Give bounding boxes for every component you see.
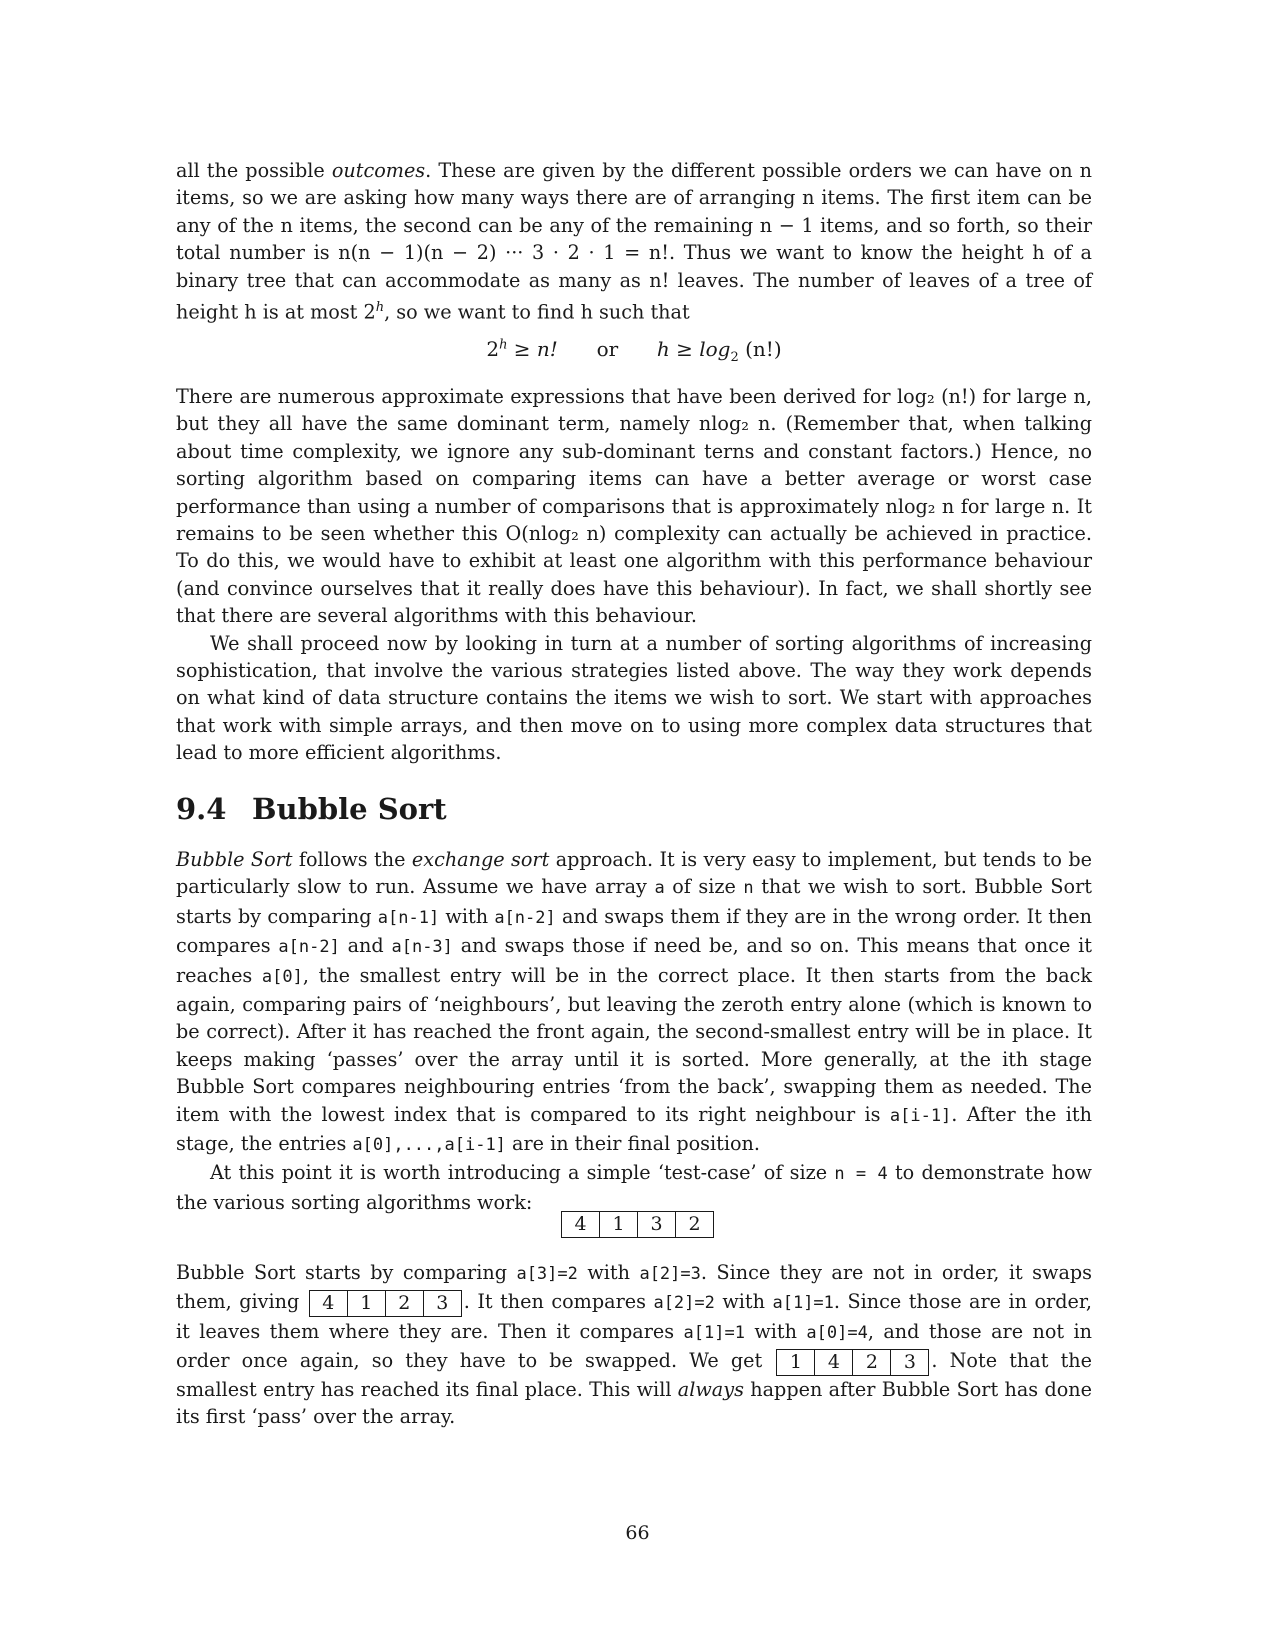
array-cell: 2 <box>386 1291 424 1316</box>
paragraph-first-pass: Bubble Sort starts by comparing a[3]=2 with a[2]=3. Since they are not in order, it swaps them, giving 4 1 2 3 . It then compares a[2]=2 with a[1]=1. Since those are in order, it leaves them where they are. Then it compares a[1]=1 with a[0]=4, and those are not in order once again, so they have to be swapped. We get 1 4 2 3 . Note that the smallest entry has reached its final place. This will always happen after Bubble Sort has done its first ‘pass’ over the array. <box>176 1261 1093 1429</box>
array-cell: 3 <box>424 1291 462 1316</box>
array-cell: 4 <box>562 1212 600 1237</box>
array-box <box>561 1211 714 1238</box>
section-heading <box>176 792 1092 826</box>
paragraph-text: all the possible outcomes. These are given by the different possible orders we can have on n items, so we are asking how many ways there are of arranging n items. The first item can be any of the n items, the second can be any of the remaining n − 1 items, and so forth, so their total number is n(n − 1)(n − 2) ··· 3 · 2 · 1 = n!. Thus we want to know the height h of a binary tree that can accommodate as many as n! leaves. The number of leaves of a tree of height h is at most 2$^h$, so we want to find h such that <box>176 159 1092 324</box>
array-cell: 4 <box>815 1350 853 1375</box>
array-cell: 1 <box>600 1212 638 1237</box>
array-initial <box>0 1211 1275 1238</box>
paragraph-test-case: At this point it is worth introducing a simple ‘test-case’ of size n = 4 to demonstrate how the various sorting algorithms work: <box>176 1161 1092 1214</box>
array-cell: 1 <box>777 1350 815 1375</box>
section-title: Bubble Sort <box>252 792 447 826</box>
array-step2 <box>776 1349 929 1376</box>
equation-height-bound: $2^h \ge n$! or $h \ge \log_2 (n!)$ <box>486 337 782 365</box>
array-cell: 2 <box>676 1212 714 1237</box>
array-cell: 2 <box>853 1350 891 1375</box>
array-cell: 3 <box>891 1350 929 1375</box>
emph-outcomes: outcomes <box>331 159 426 182</box>
paragraph-complexity: There are numerous approximate expressions that have been derived for log₂ (n!) for large n, but they all have the same dominant term, namely nlog₂ n. (Remember that, when talking about time complexity, we ignore any sub-dominant terns and constant factors.) Hence, no sorting algorithm based on comparing items can have a better average or worst case performance than using a number of comparisons that is approximately nlog₂ n for large n. It remains to be seen whether this O(nlog₂ n) complexity can actually be achieved in practice. To do this, we would have to exhibit at least one algorithm with this performance behaviour (and convince ourselves that it really does have this behaviour). In fact, we shall shortly see that there are several algorithms with this behaviour. We shall proceed now by looking in turn at a number of sorting algorithms of increasing sophistication, that involve the various strategies listed above. The way they work depends on what kind of data structure contains the items we wish to sort. We start with approaches that work with simple arrays, and then move on to using more complex data structures that lead to more efficient algorithms. <box>176 383 1092 767</box>
paragraph-outcomes <box>176 157 1092 326</box>
array-step1 <box>309 1290 462 1317</box>
array-cell: 4 <box>310 1291 348 1316</box>
paragraph-bubble-sort: Bubble Sort follows the exchange sort approach. It is very easy to implement, but tends to be particularly slow to run. Assume we have array a of size n that we wish to sort. Bubble Sort starts by comparing a[n-1] with a[n-2] and swaps them if they are in the wrong order. It then compares a[n-2] and a[n-3] and swaps those if need be, and so on. This means that once it reaches a[0], the smallest entry will be in the correct place. It then starts from the back again, comparing pairs of ‘neighbours’, but leaving the zeroth entry alone (which is known to be correct). After it has reached the front again, the second-smallest entry will be in place. It keeps making ‘passes’ over the array until it is sorted. More generally, at the ith stage Bubble Sort compares neighbouring entries ‘from the back’, swapping them as needed. The item with the lowest index that is compared to its right neighbour is a[i-1]. After the ith stage, the entries a[0],...,a[i-1] are in their final position. At this point it is worth introducing a simple ‘test-case’ of size n = 4 to demonstrate how the various sorting algorithms work: <box>176 846 1092 1216</box>
page-number: 66 <box>625 1522 650 1544</box>
array-cell: 3 <box>638 1212 676 1237</box>
array-cell: 1 <box>348 1291 386 1316</box>
paragraph-proceed: We shall proceed now by looking in turn at a number of sorting algorithms of increasing sophistication, that involve the various strategies listed above. The way they work depends on what kind of data structure contains the items we wish to sort. We start with approaches that work with simple arrays, and then move on to using more complex data structures that lead to more efficient algorithms. <box>176 631 1092 765</box>
section-number: 9.4 <box>176 792 227 826</box>
